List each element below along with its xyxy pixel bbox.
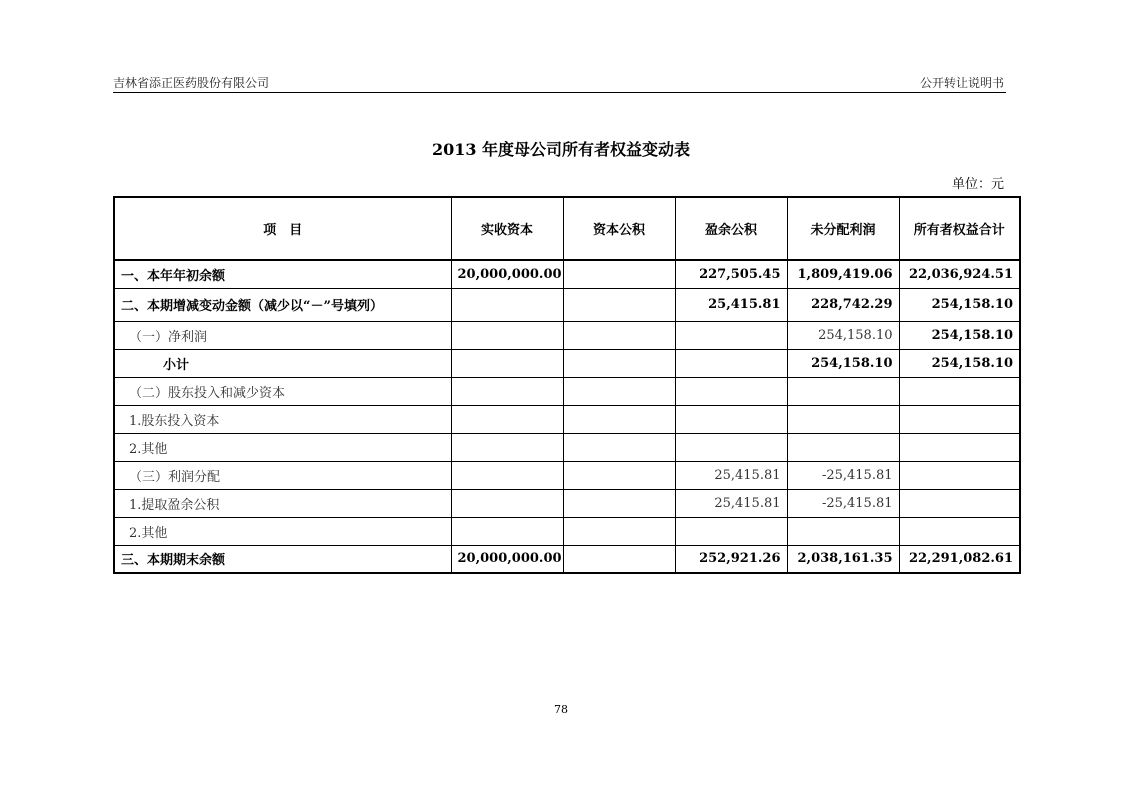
cell-capital-reserve xyxy=(563,545,675,573)
page-number: 78 xyxy=(554,703,568,716)
cell-surplus-reserve xyxy=(675,377,787,405)
table-row xyxy=(114,260,1020,288)
row-label: （二）股东投入和减少资本 xyxy=(114,377,451,405)
cell-surplus-reserve: 25,415.81 xyxy=(675,288,787,321)
cell-capital-reserve xyxy=(563,377,675,405)
cell-paid-in-capital xyxy=(451,405,563,433)
cell-capital-reserve xyxy=(563,489,675,517)
cell-capital-reserve xyxy=(563,349,675,377)
row-label: 1.提取盈余公积 xyxy=(114,489,451,517)
table-row xyxy=(114,433,1020,461)
cell-capital-reserve xyxy=(563,321,675,349)
cell-total-equity xyxy=(899,517,1020,545)
row-label: 一、本年年初余额 xyxy=(114,260,451,288)
col-header-surplus-reserve: 盈余公积 xyxy=(675,197,787,260)
cell-total-equity: 22,036,924.51 xyxy=(899,260,1020,288)
row-label: 三、本期期末余额 xyxy=(114,545,451,573)
cell-surplus-reserve: 252,921.26 xyxy=(675,545,787,573)
cell-retained-earnings: 1,809,419.06 xyxy=(787,260,899,288)
cell-surplus-reserve xyxy=(675,433,787,461)
cell-total-equity: 22,291,082.61 xyxy=(899,545,1020,573)
table-row xyxy=(114,489,1020,517)
col-header-retained-earnings: 未分配利润 xyxy=(787,197,899,260)
cell-paid-in-capital xyxy=(451,349,563,377)
table-row xyxy=(114,321,1020,349)
cell-surplus-reserve: 25,415.81 xyxy=(675,489,787,517)
cell-surplus-reserve: 25,415.81 xyxy=(675,461,787,489)
cell-surplus-reserve xyxy=(675,349,787,377)
cell-surplus-reserve: 227,505.45 xyxy=(675,260,787,288)
col-header-total-equity: 所有者权益合计 xyxy=(899,197,1020,260)
cell-total-equity xyxy=(899,433,1020,461)
row-label: 1.股东投入资本 xyxy=(114,405,451,433)
cell-retained-earnings: 254,158.10 xyxy=(787,349,899,377)
cell-retained-earnings: -25,415.81 xyxy=(787,489,899,517)
cell-paid-in-capital xyxy=(451,288,563,321)
cell-capital-reserve xyxy=(563,461,675,489)
col-header-capital-reserve: 资本公积 xyxy=(563,197,675,260)
cell-surplus-reserve xyxy=(675,321,787,349)
cell-capital-reserve xyxy=(563,260,675,288)
cell-paid-in-capital: 20,000,000.00 xyxy=(451,260,563,288)
cell-retained-earnings: 228,742.29 xyxy=(787,288,899,321)
cell-paid-in-capital xyxy=(451,321,563,349)
table-row xyxy=(114,517,1020,545)
table-header-row xyxy=(114,197,1020,260)
header-divider xyxy=(113,92,1006,93)
cell-total-equity xyxy=(899,377,1020,405)
table-row xyxy=(114,288,1020,321)
table-row xyxy=(114,349,1020,377)
cell-retained-earnings: 2,038,161.35 xyxy=(787,545,899,573)
equity-change-table xyxy=(113,196,1021,574)
row-label: 2.其他 xyxy=(114,517,451,545)
row-label: 二、本期增减变动金额（减少以“－”号填列） xyxy=(114,288,451,321)
cell-capital-reserve xyxy=(563,433,675,461)
cell-retained-earnings xyxy=(787,433,899,461)
cell-surplus-reserve xyxy=(675,517,787,545)
col-header-item: 项 目 xyxy=(114,197,451,260)
row-label: （一）净利润 xyxy=(114,321,451,349)
col-header-paid-in-capital: 实收资本 xyxy=(451,197,563,260)
cell-paid-in-capital xyxy=(451,433,563,461)
table-title: 2013 年度母公司所有者权益变动表 xyxy=(431,140,691,159)
cell-total-equity: 254,158.10 xyxy=(899,349,1020,377)
table-row xyxy=(114,461,1020,489)
cell-total-equity: 254,158.10 xyxy=(899,321,1020,349)
header-company-name: 吉林省添正医药股份有限公司 xyxy=(113,76,270,90)
row-label: 小计 xyxy=(114,349,451,377)
cell-paid-in-capital xyxy=(451,377,563,405)
cell-retained-earnings: -25,415.81 xyxy=(787,461,899,489)
cell-capital-reserve xyxy=(563,405,675,433)
unit-label: 单位：元 xyxy=(951,177,1004,192)
cell-surplus-reserve xyxy=(675,405,787,433)
cell-capital-reserve xyxy=(563,517,675,545)
cell-retained-earnings xyxy=(787,405,899,433)
cell-paid-in-capital xyxy=(451,461,563,489)
row-label: 2.其他 xyxy=(114,433,451,461)
cell-paid-in-capital: 20,000,000.00 xyxy=(451,545,563,573)
cell-total-equity xyxy=(899,461,1020,489)
cell-total-equity: 254,158.10 xyxy=(899,288,1020,321)
cell-total-equity xyxy=(899,405,1020,433)
table-row xyxy=(114,545,1020,573)
table-row xyxy=(114,377,1020,405)
cell-paid-in-capital xyxy=(451,489,563,517)
cell-retained-earnings: 254,158.10 xyxy=(787,321,899,349)
cell-retained-earnings xyxy=(787,377,899,405)
cell-total-equity xyxy=(899,489,1020,517)
table-row xyxy=(114,405,1020,433)
cell-retained-earnings xyxy=(787,517,899,545)
row-label: （三）利润分配 xyxy=(114,461,451,489)
header-document-title: 公开转让说明书 xyxy=(919,76,1004,90)
cell-paid-in-capital xyxy=(451,517,563,545)
cell-capital-reserve xyxy=(563,288,675,321)
